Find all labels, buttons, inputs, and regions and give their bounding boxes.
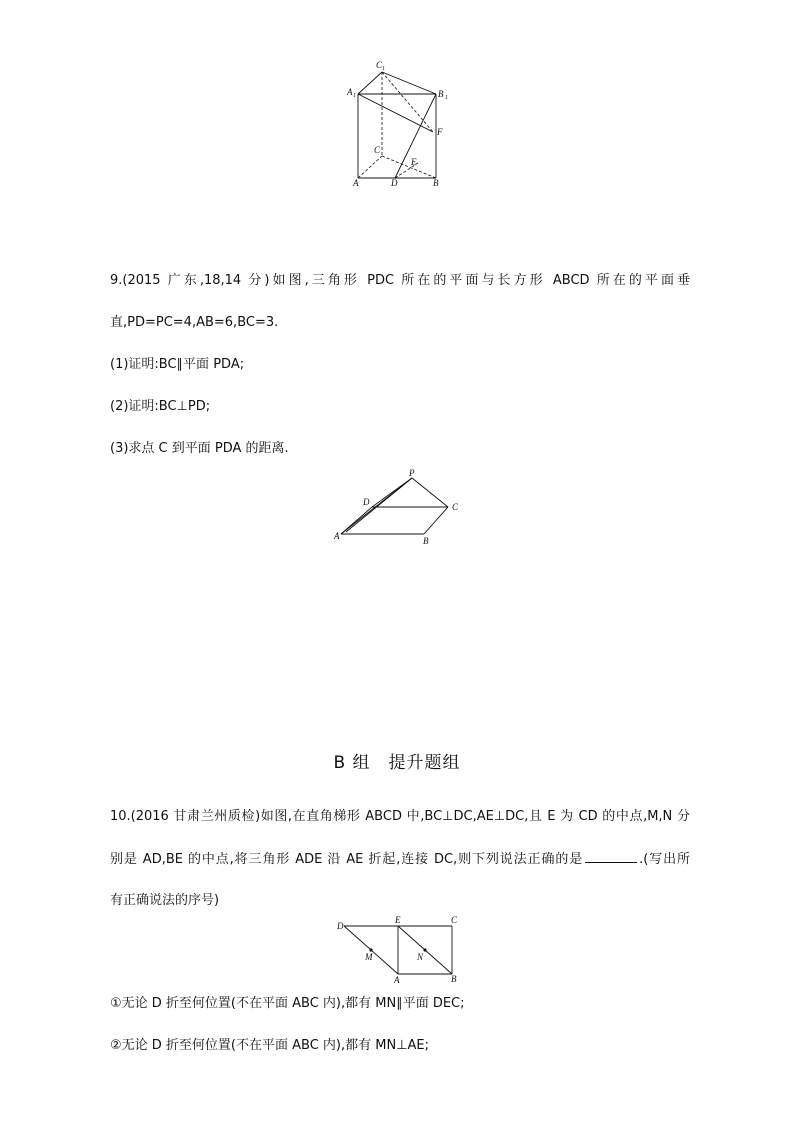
q10-option-2: ②无论 D 折至何位置(不在平面 ABC 内),都有 MN⊥AE; [110, 1038, 430, 1053]
label-p: P [409, 468, 415, 478]
label-c: C [451, 915, 458, 925]
label-sub: 1 [445, 95, 448, 101]
label-m: M [365, 952, 373, 962]
section-heading: B 组 提升题组 [333, 753, 461, 773]
label-a1: A [347, 87, 353, 97]
label-e: E [395, 915, 401, 925]
label-sub: 1 [382, 66, 385, 72]
label-d: D [391, 178, 398, 188]
label-b: B [451, 974, 457, 984]
trapezoid-figure [334, 914, 464, 984]
label-a: A [334, 531, 340, 541]
label-b1: B [438, 89, 444, 99]
q10-line-1: 10.(2016 甘肃兰州质检)如图,在直角梯形 ABCD 中,BC⊥DC,AE⊥DC,且 E 为 CD 的中点,M,N 分 [110, 809, 690, 824]
label-e: E [411, 157, 417, 167]
label-b: B [433, 178, 439, 188]
prism-figure [340, 55, 460, 190]
q9-part-1: (1)证明:BC∥平面 PDA; [110, 357, 245, 372]
label-c1: C [376, 60, 383, 70]
label-a: A [394, 975, 400, 985]
midpoint-n [423, 948, 426, 951]
q9-line-2: 直,PD=PC=4,AB=6,BC=3. [110, 315, 279, 330]
label-n: N [417, 952, 424, 962]
label-a: A [353, 178, 359, 188]
q10-line-2 [110, 850, 690, 869]
q10-line-2-tail: .(写出所 [639, 852, 690, 867]
label-sub: 1 [353, 93, 356, 99]
label-c: C [374, 145, 381, 155]
q9-part-2: (2)证明:BC⊥PD; [110, 399, 211, 414]
pyramid-figure [330, 466, 470, 546]
q9-line-1: 9.(2015 广东,18,14 分)如图,三角形 PDC 所在的平面与长方形 ABCD 所在的平面垂 [110, 273, 690, 288]
q10-option-1: ①无论 D 折至何位置(不在平面 ABC 内),都有 MN∥平面 DEC; [110, 996, 465, 1011]
label-c: C [452, 502, 459, 512]
label-d: D [363, 497, 370, 507]
q9-part-3: (3)求点 C 到平面 PDA 的距离. [110, 441, 289, 456]
q10-line-3: 有正确说法的序号) [110, 893, 220, 908]
q10-line-2-text: 别是 AD,BE 的中点,将三角形 ADE 沿 AE 折起,连接 DC,则下列说法正确的是 [110, 852, 584, 867]
label-f: F [437, 127, 443, 137]
answer-blank[interactable] [585, 850, 637, 863]
label-b: B [423, 536, 429, 546]
label-d: D [337, 921, 344, 931]
